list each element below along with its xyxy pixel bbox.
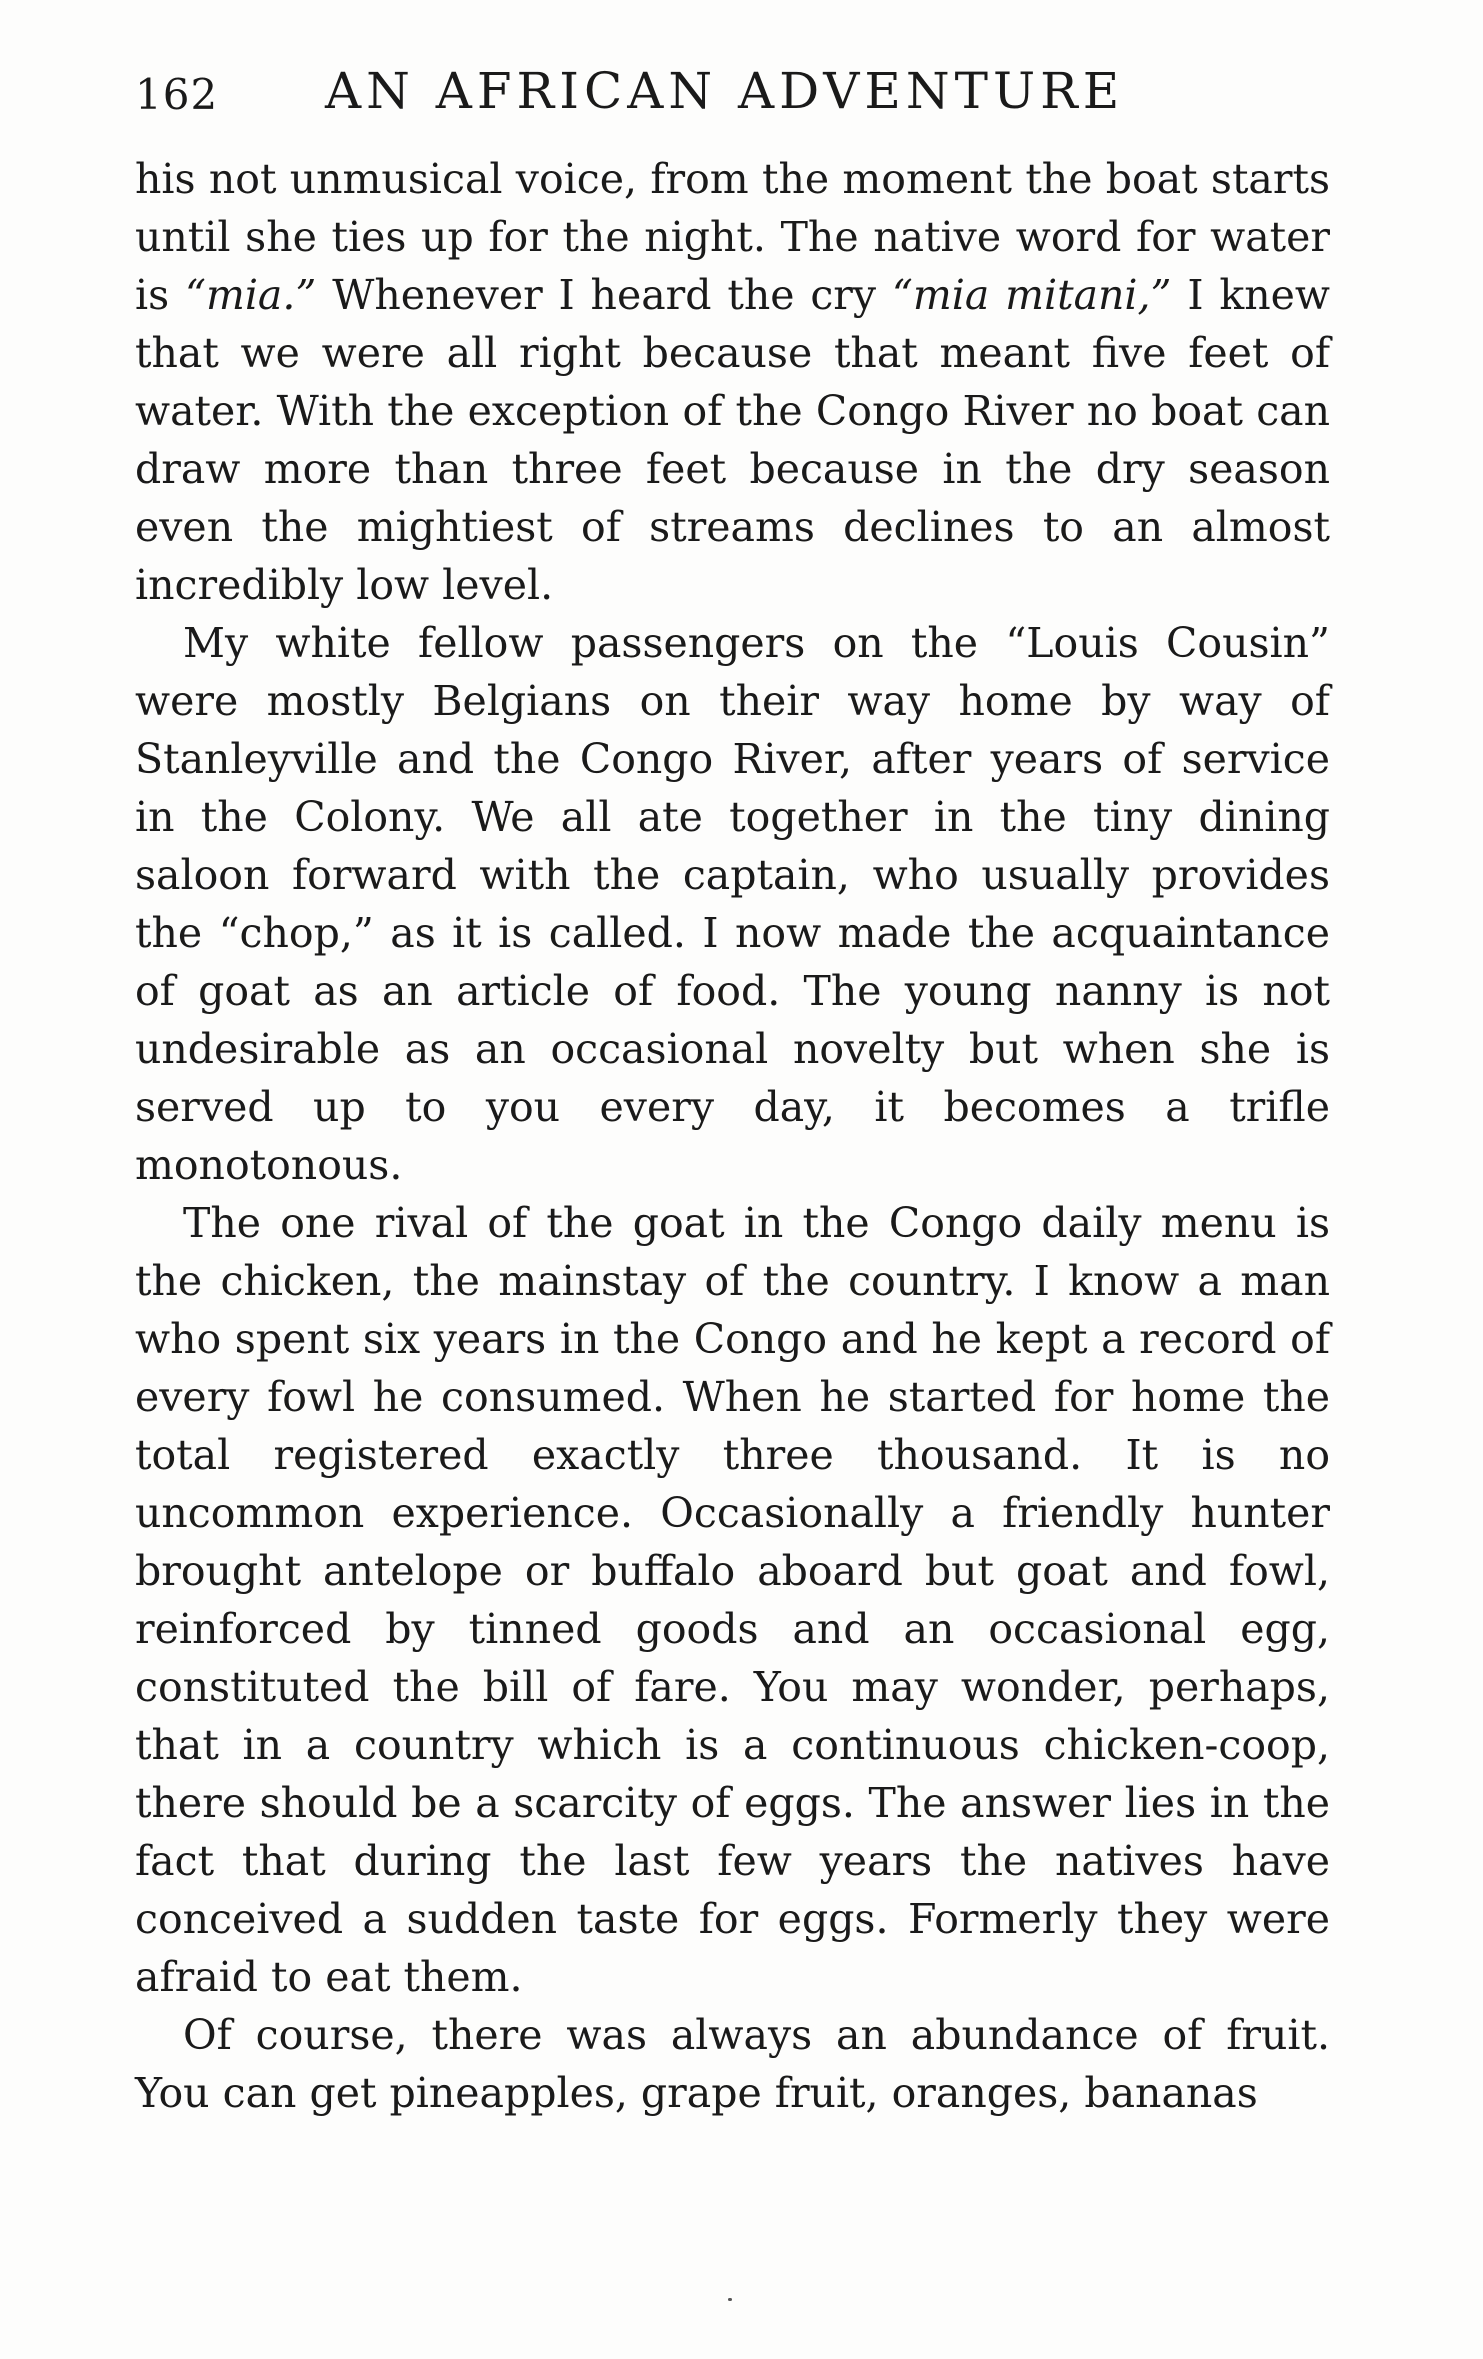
page-number: 162 (135, 70, 219, 119)
paragraph-1-italic-mia: “mia.” (184, 271, 317, 319)
paragraph-1-text-a: his not unmusical voice, from the moment the boat starts until she ties up for the night. The native word for water is (135, 155, 1330, 319)
paragraph-3: The one rival of the goat in the Congo daily menu is the chicken, the mainstay of the country. I know a man who spent six years in the Congo and he kept a record of every fowl he consumed. When he started for home the total registered exactly three thousand. It is no uncommon experience. Occasionally a friendly hunter brought antelope or buffalo aboard but goat and fowl, reinforced by tinned goods and an occasional egg, constituted the bill of fare. You may wonder, perhaps, that in a country which is a continuous chicken-coop, there should be a scarcity of eggs. The answer lies in the fact that during the last few years the natives have conceived a sudden taste for eggs. Formerly they were afraid to eat them. (135, 1199, 1330, 2001)
paper-speck (728, 2298, 732, 2301)
paragraph-1-text-e: I knew that we were all right because that meant five feet of water. With the exception of the Congo River no boat can draw more than three feet because in the dry season even the mightiest of streams declines to an almost incredibly low level. (135, 271, 1330, 609)
paragraph-1-text-c: Whenever I heard the cry (316, 271, 892, 319)
running-head: AN AFRICAN ADVENTURE (325, 62, 1125, 120)
paragraph-2: My white fellow passengers on the “Louis Cousin” were mostly Belgians on their way home by way of Stanleyville and the Congo River, after years of service in the Colony. We all ate together in the tiny dining saloon forward with the captain, who usually provides the “chop,” as it is called. I now made the acquaintance of goat as an article of food. The young nanny is not undesirable as an occasional novelty but when she is served up to you every day, it becomes a trifle monotonous. (135, 619, 1330, 1189)
paragraph-1 (135, 150, 1330, 614)
paragraph-1-italic-mia-mitani: “mia mitani,” (891, 271, 1172, 319)
page-header (135, 62, 1330, 132)
paragraph-4: Of course, there was always an abundance of fruit. You can get pineapples, grape fruit, oranges, bananas (135, 2011, 1330, 2117)
body-text (135, 150, 1330, 2122)
